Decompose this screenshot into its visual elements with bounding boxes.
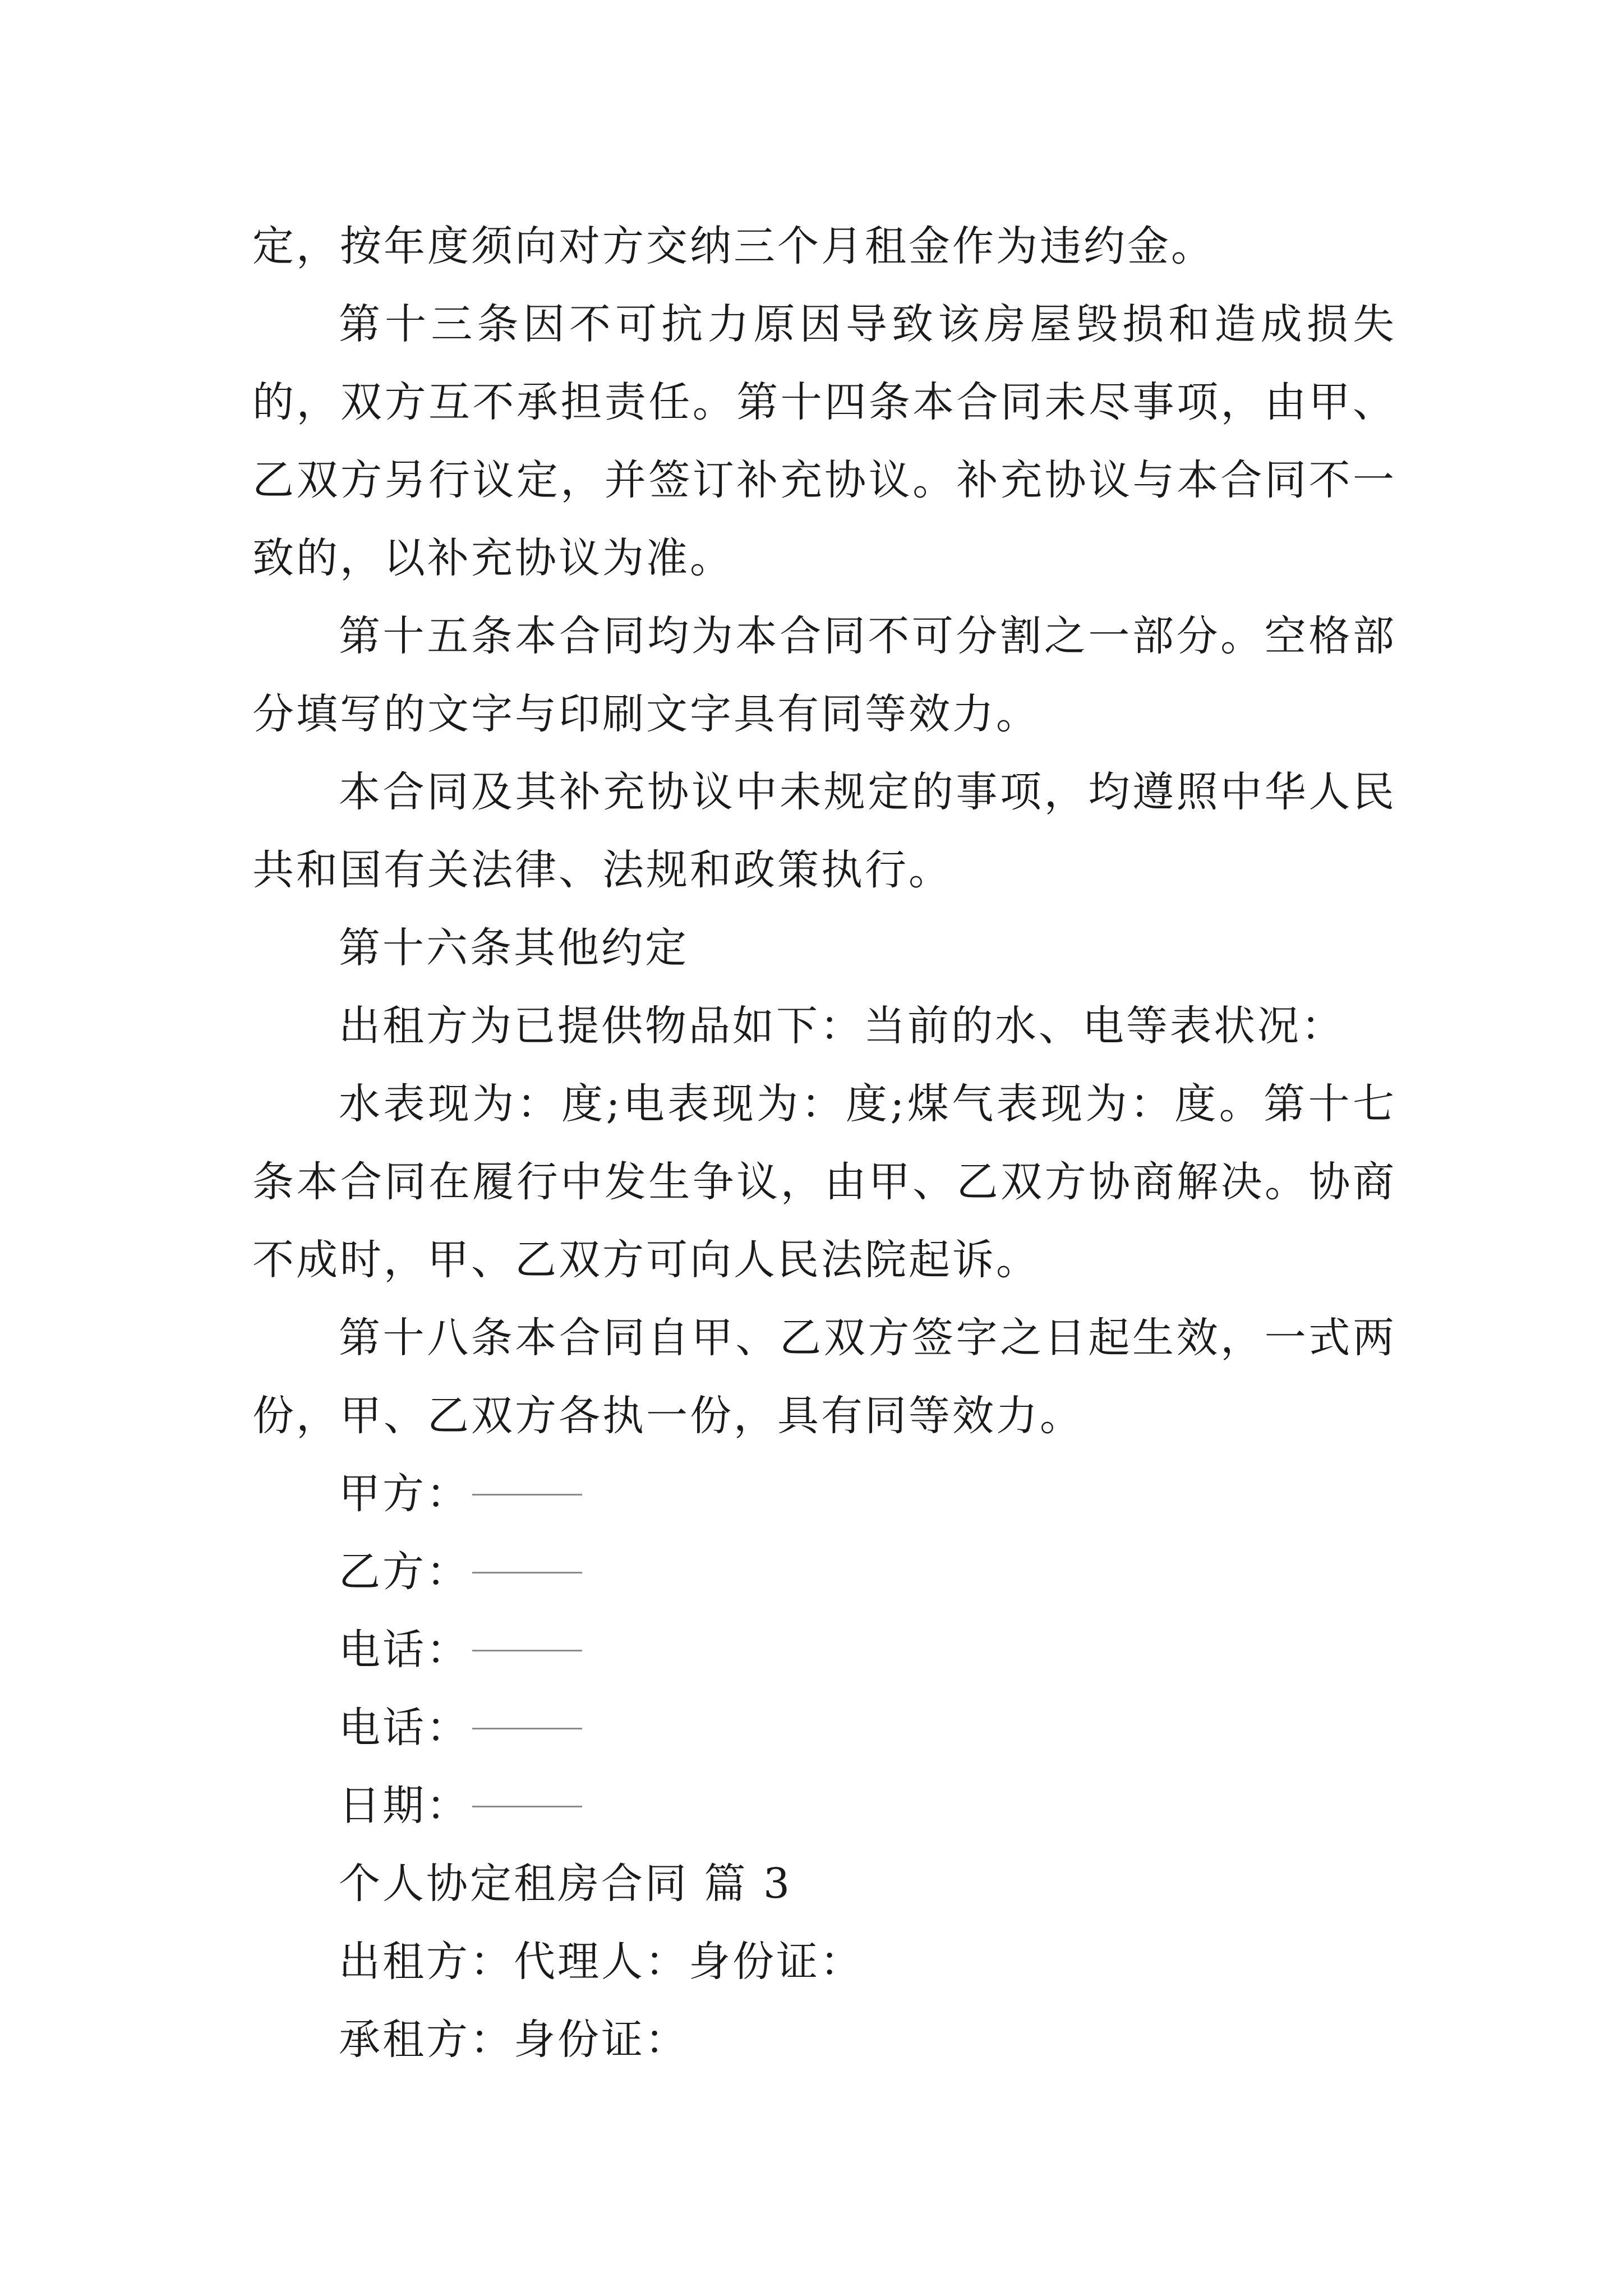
lessee-line: 承租方：身份证： (339, 2016, 689, 2064)
paragraph-article-18: 第十八条本合同自甲、乙双方签字之日起生效，一式两份，甲、乙双方各执一份，具有同等效力。 (252, 1314, 1396, 1440)
paragraph-article-16: 第十六条其他约定 (339, 924, 689, 972)
signature-blank (472, 1727, 582, 1729)
section-title: 个人协定租房合同 篇 3 (339, 1860, 792, 1908)
signature-label: 甲方： (339, 1470, 470, 1518)
paragraph-article-13-14: 第十三条因不可抗力原因导致该房屋毁损和造成损失的，双方互不承担责任。第十四条本合同未尽事项，由甲、乙双方另行议定，并签订补充协议。补充协议与本合同不一致的，以补充协议为准。 (252, 300, 1396, 582)
document-page (252, 208, 1396, 2079)
signature-blank (472, 1571, 582, 1573)
signature-label: 日期： (339, 1782, 470, 1830)
signature-phone-a (252, 1611, 1396, 1689)
lessor-line: 出租方：代理人：身份证： (339, 1938, 864, 1986)
signature-blank (472, 1649, 582, 1651)
paragraph-1: 定，按年度须向对方交纳三个月租金作为违约金。 (252, 222, 1215, 270)
paragraph-supplementary: 本合同及其补充协议中未规定的事项，均遵照中华人民共和国有关法律、法规和政策执行。 (252, 768, 1396, 894)
signature-party-a (252, 1455, 1396, 1533)
signature-label: 电话： (339, 1704, 470, 1752)
signature-label: 电话： (339, 1626, 470, 1674)
signature-phone-b (252, 1689, 1396, 1767)
paragraph-provided-items: 出租方为已提供物品如下：当前的水、电等表状况： (339, 1002, 1345, 1050)
signature-blank (472, 1805, 582, 1807)
signature-label: 乙方： (339, 1548, 470, 1596)
signature-date (252, 1767, 1396, 1845)
signature-blank (472, 1493, 582, 1496)
paragraph-meters-article-17: 水表现为：度;电表现为：度;煤气表现为：度。第十七条本合同在履行中发生争议，由甲、乙双方协商解决。协商不成时，甲、乙双方可向人民法院起诉。 (252, 1080, 1396, 1284)
paragraph-article-15: 第十五条本合同均为本合同不可分割之一部分。空格部分填写的文字与印刷文字具有同等效力。 (252, 612, 1396, 738)
signature-party-b (252, 1533, 1396, 1611)
